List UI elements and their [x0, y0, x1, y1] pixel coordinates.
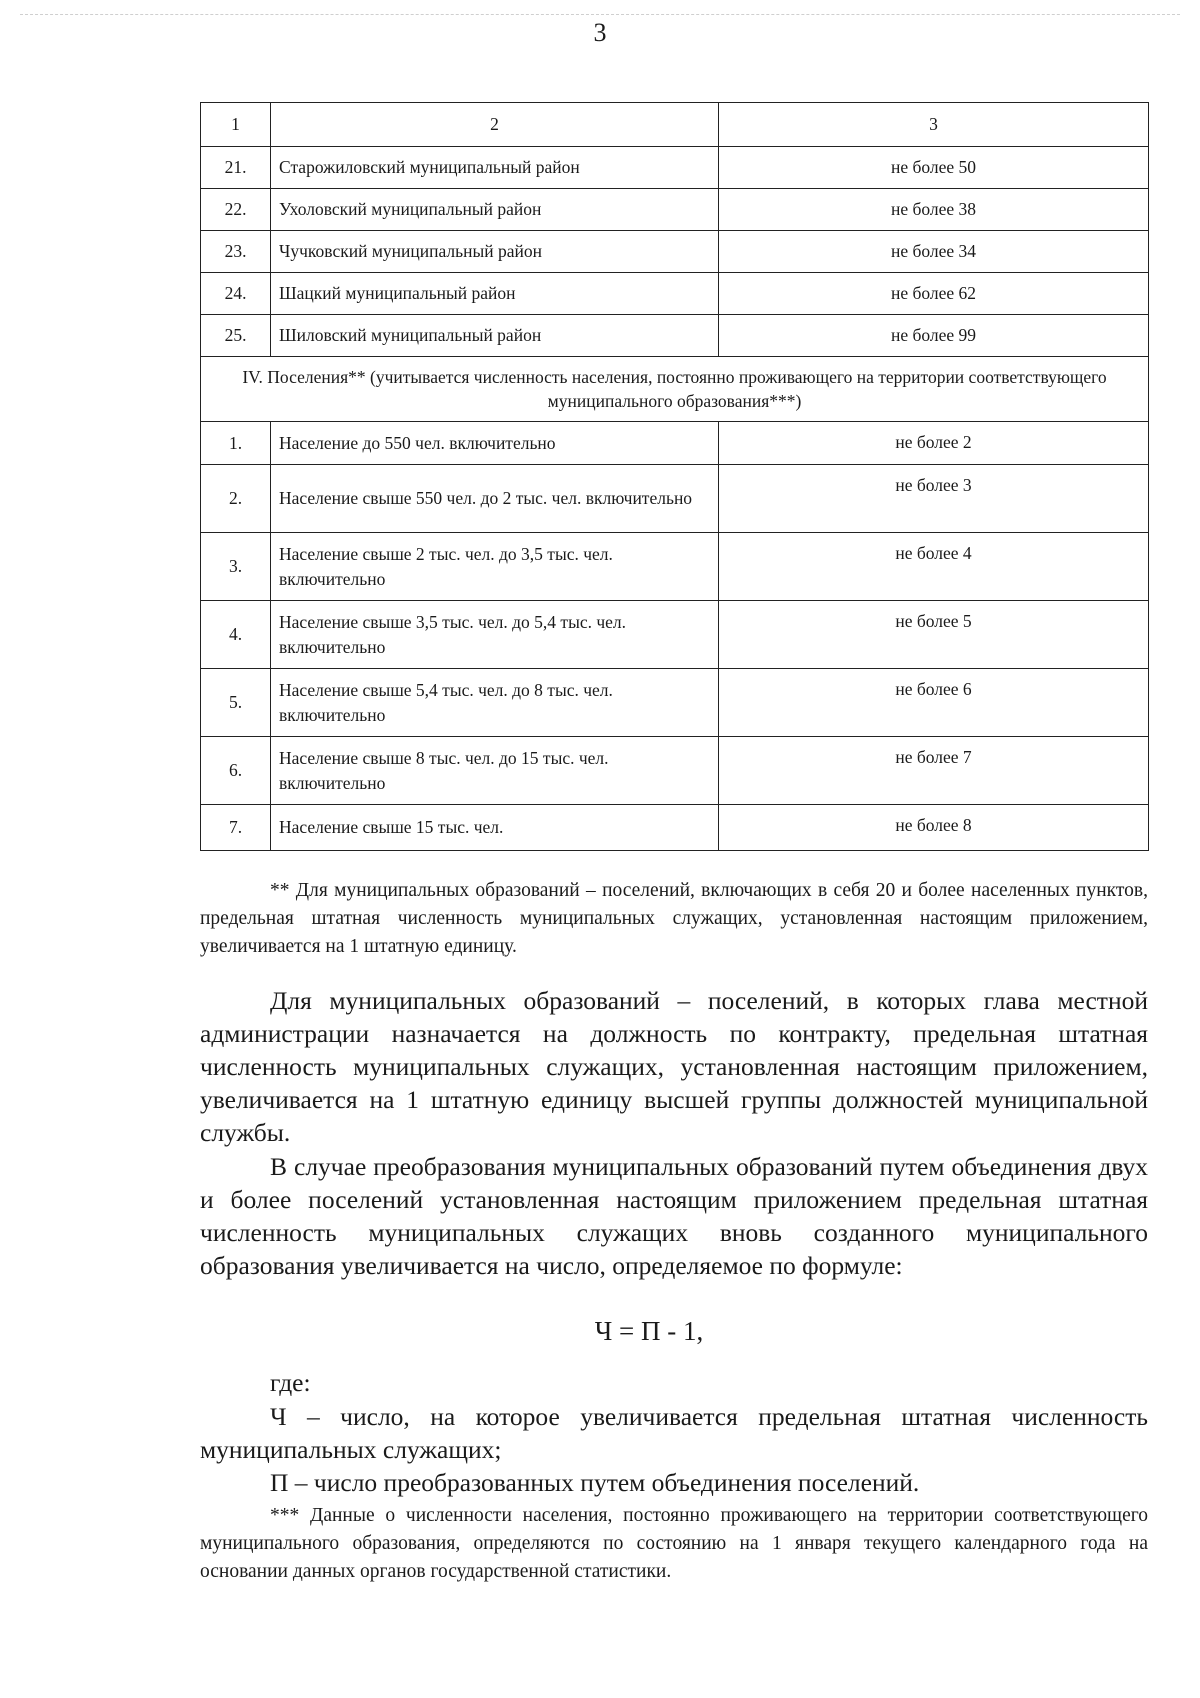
- row-value: не более 7: [719, 737, 1149, 805]
- row-name: Шиловский муниципальный район: [271, 315, 719, 357]
- table-header-row: [201, 103, 1149, 147]
- row-number: 2.: [201, 465, 271, 533]
- footnote-triple-star: *** Данные о численности населения, постоянно проживающего на территории соответствующего муниципального образования, определяются по состоянию на 1 января текущего календарного года на основании данных органов государственной статистики.: [200, 1505, 1148, 1582]
- header-cell: 3: [719, 103, 1149, 147]
- row-value: не более 62: [719, 273, 1149, 315]
- table-row: [201, 601, 1149, 669]
- row-number: 5.: [201, 669, 271, 737]
- row-value: не более 50: [719, 147, 1149, 189]
- row-number: 22.: [201, 189, 271, 231]
- row-name: Население свыше 5,4 тыс. чел. до 8 тыс. чел. включительно: [271, 669, 719, 737]
- footnote-double-star: ** Для муниципальных образований – поселений, включающих в себя 20 и более населенных пунктов, предельная штатная численность муниципальных служащих, установленная настоящим приложением, увеличивается на 1 штатную единицу.: [200, 880, 1148, 957]
- formula: Ч = П - 1,: [594, 1316, 704, 1346]
- row-number: 24.: [201, 273, 271, 315]
- row-number: 4.: [201, 601, 271, 669]
- row-name: Население свыше 15 тыс. чел.: [271, 805, 719, 851]
- row-value: не более 4: [719, 533, 1149, 601]
- staffing-table: [200, 102, 1149, 851]
- row-name: Население свыше 2 тыс. чел. до 3,5 тыс. чел. включительно: [271, 533, 719, 601]
- paragraph-contract-head: Для муниципальных образований – поселений, в которых глава местной администрации назначается на должность по контракту, предельная штатная численность муниципальных служащих, установленная настоящим приложением, увеличивается на 1 штатную единицу высшей группы должностей муниципальной службы.: [200, 986, 1148, 1147]
- header-cell: 1: [201, 103, 271, 147]
- row-number: 7.: [201, 805, 271, 851]
- row-name: Старожиловский муниципальный район: [271, 147, 719, 189]
- row-number: 25.: [201, 315, 271, 357]
- row-value: не более 5: [719, 601, 1149, 669]
- row-number: 21.: [201, 147, 271, 189]
- definition-ch: Ч – число, на которое увеличивается предельная штатная численность муниципальных служащих;: [200, 1402, 1148, 1464]
- row-name: Чучковский муниципальный район: [271, 231, 719, 273]
- header-cell: 2: [271, 103, 719, 147]
- definition-p: П – число преобразованных путем объединения поселений.: [270, 1468, 920, 1497]
- row-value: не более 38: [719, 189, 1149, 231]
- row-value: не более 8: [719, 805, 1149, 851]
- table-row: [201, 231, 1149, 273]
- table-row: [201, 315, 1149, 357]
- paragraph-merger: В случае преобразования муниципальных образований путем объединения двух и более поселений установленная настоящим приложением предельная штатная численность муниципальных служащих вновь созданного муниципального образования увеличивается на число, определяемое по формуле:: [200, 1152, 1148, 1280]
- table-row: [201, 189, 1149, 231]
- row-number: 3.: [201, 533, 271, 601]
- row-name: Население свыше 550 чел. до 2 тыс. чел. включительно: [271, 465, 719, 533]
- table-row: [201, 737, 1149, 805]
- section-title: IV. Поселения** (учитывается численность населения, постоянно проживающего на территории соответствующего муниципального образования***): [201, 357, 1149, 422]
- row-name: Ухоловский муниципальный район: [271, 189, 719, 231]
- table-row: [201, 465, 1149, 533]
- scan-edge-line: [20, 14, 1180, 15]
- table-row: [201, 273, 1149, 315]
- where-label: где:: [270, 1368, 311, 1397]
- page-number: 3: [593, 18, 607, 47]
- row-value: не более 34: [719, 231, 1149, 273]
- table-row: [201, 422, 1149, 465]
- row-number: 1.: [201, 422, 271, 465]
- row-name: Население свыше 8 тыс. чел. до 15 тыс. чел. включительно: [271, 737, 719, 805]
- row-value: не более 3: [719, 465, 1149, 533]
- row-name: Население свыше 3,5 тыс. чел. до 5,4 тыс. чел. включительно: [271, 601, 719, 669]
- row-number: 6.: [201, 737, 271, 805]
- table-row: [201, 669, 1149, 737]
- table-row: [201, 533, 1149, 601]
- section-row: [201, 357, 1149, 422]
- row-value: не более 6: [719, 669, 1149, 737]
- row-value: не более 99: [719, 315, 1149, 357]
- row-name: Население до 550 чел. включительно: [271, 422, 719, 465]
- table-row: [201, 805, 1149, 851]
- row-value: не более 2: [719, 422, 1149, 465]
- table-row: [201, 147, 1149, 189]
- row-number: 23.: [201, 231, 271, 273]
- row-name: Шацкий муниципальный район: [271, 273, 719, 315]
